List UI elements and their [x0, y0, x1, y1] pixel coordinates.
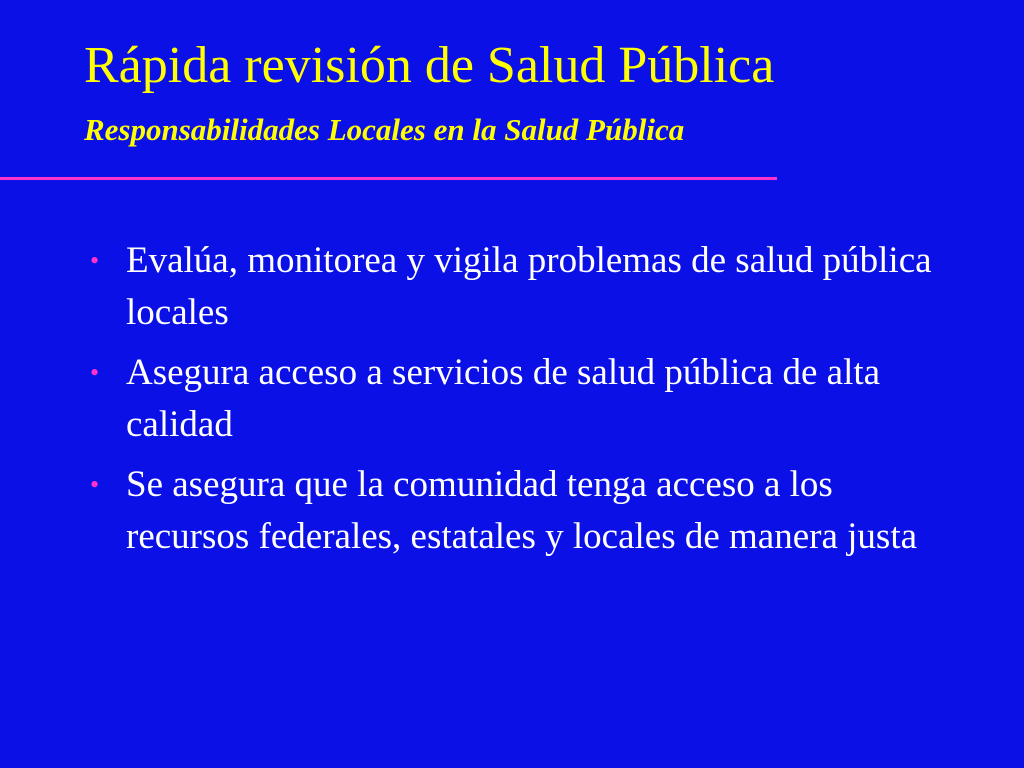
bullet-icon: • [90, 470, 100, 499]
bullet-item [90, 235, 950, 339]
bullet-icon: • [90, 358, 100, 387]
bullet-text: Asegura acceso a servicios de salud pública de alta calidad [126, 352, 881, 445]
title-divider [0, 177, 777, 180]
slide-subtitle: Responsabilidades Locales en la Salud Pública [84, 112, 685, 147]
bullet-text: Evalúa, monitorea y vigila problemas de salud pública locales [126, 240, 932, 333]
bullet-list [90, 235, 950, 571]
slide-title: Rápida revisión de Salud Pública [84, 37, 775, 94]
bullet-icon: • [90, 246, 100, 275]
bullet-item [90, 347, 950, 451]
bullet-text: Se asegura que la comunidad tenga acceso a los recursos federales, estatales y locales de manera justa [126, 464, 918, 557]
bullet-item [90, 459, 950, 563]
